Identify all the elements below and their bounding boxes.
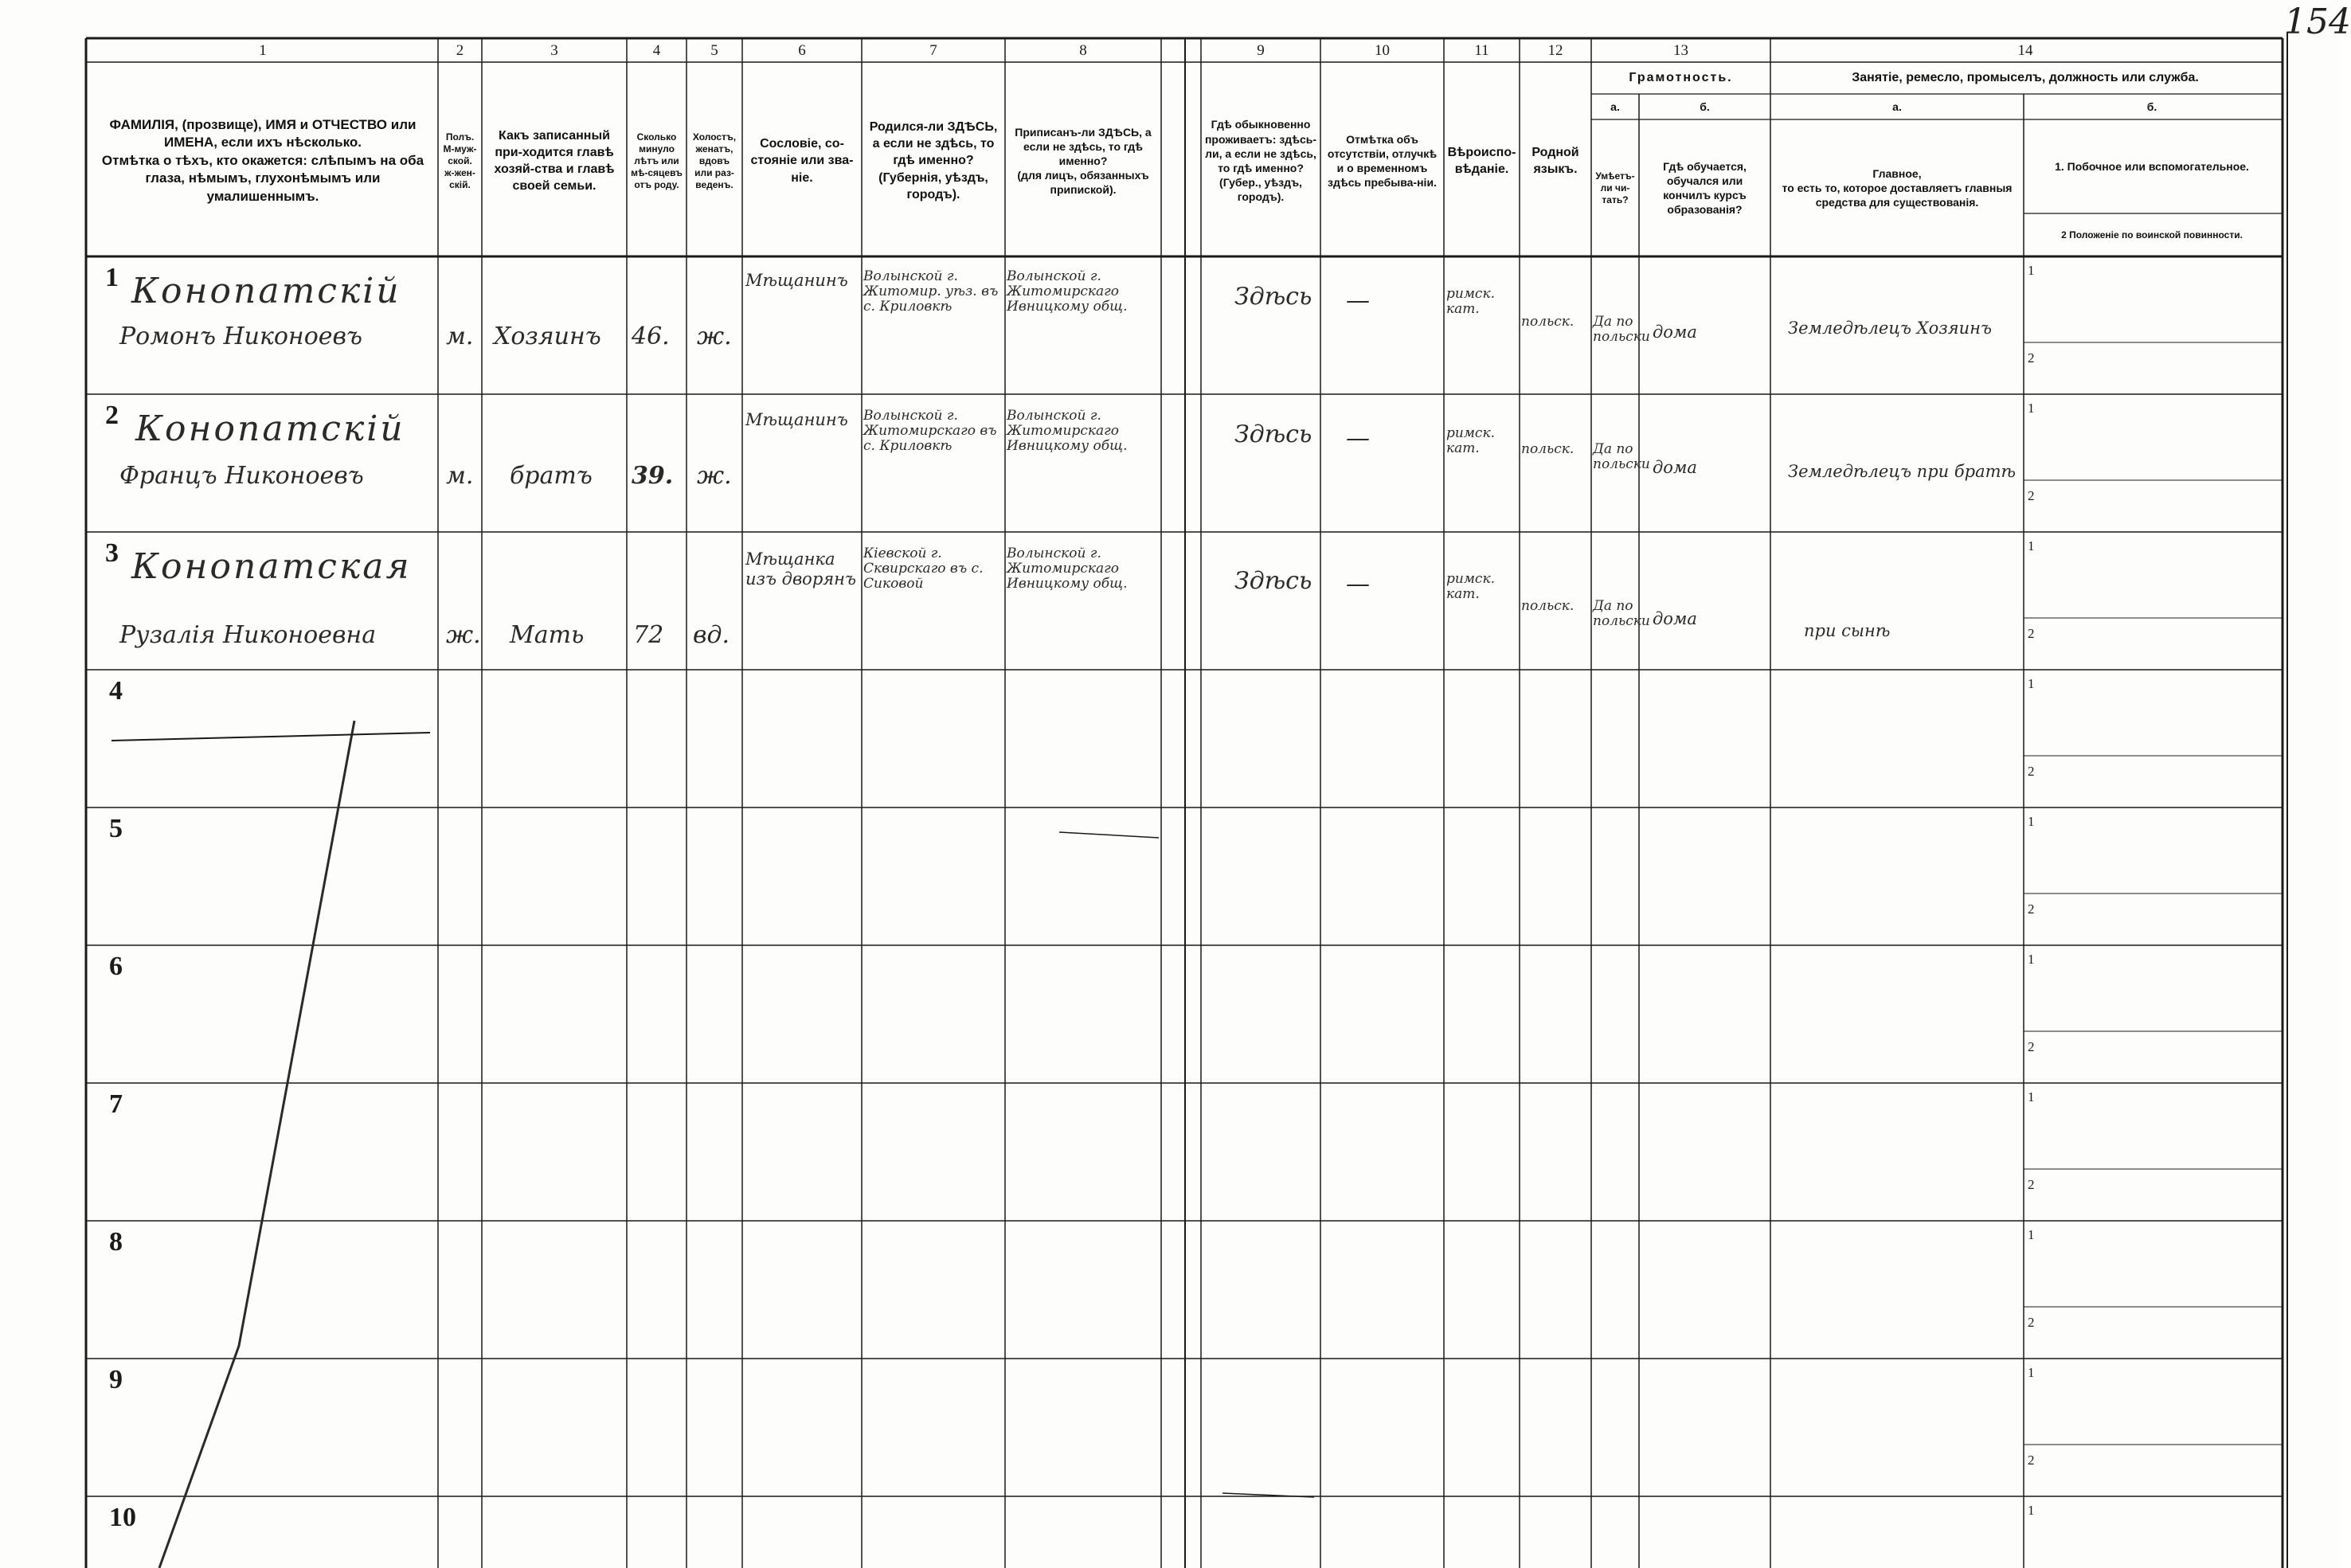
header-name: ФАМИЛІЯ, (прозвище), ИМЯ и ОТЧЕСТВО или ИМЕНА, если ихъ нѣсколько. Отмѣтка о тѣхъ, кто окажется: слѣпымъ на оба глаза, нѣмымъ, глухонѣмымъ или умалишеннымъ. — [101, 116, 424, 204]
entry-2-birthplace: Волынской г. Житомирскаго въ с. Криловкѣ — [863, 408, 997, 454]
row-number-3: 3 — [105, 538, 119, 568]
header-birthplace: Родился-ли ЗДѢСЬ, а если не здѣсь, то гдѣ именно? (Губернія, уѣздъ, городъ). — [869, 120, 998, 201]
subrow-number: 2 — [2028, 350, 2035, 366]
subrow-number: 2 — [2028, 1315, 2035, 1330]
entry-3-birthplace: Кіевской г. Сквирскаго въ с. Сиковой — [863, 545, 984, 592]
subrow-number: 2 — [2028, 1453, 2035, 1468]
entry-3-language: польск. — [1521, 598, 1575, 614]
entry-1-language: польск. — [1521, 314, 1575, 330]
subrow-number: 1 — [2028, 1089, 2035, 1105]
entry-2-literate: Да по польски — [1593, 441, 1650, 472]
entry-1-occupation: Земледѣлецъ Хозяинъ — [1788, 319, 1992, 338]
column-number-2: 2 — [456, 42, 464, 59]
subrow-number: 1 — [2028, 1365, 2035, 1380]
entry-2-sex: м. — [446, 462, 474, 490]
header-religion: Вѣроиспо-вѣданіе. — [1447, 145, 1516, 176]
column-number-12: 12 — [1547, 42, 1563, 59]
subrow-number: 2 — [2028, 764, 2035, 779]
entry-2-religion: римск. кат. — [1446, 425, 1496, 456]
column-number-14: 14 — [2017, 42, 2033, 59]
column-number-10: 10 — [1375, 42, 1390, 59]
entry-1-religion: римск. кат. — [1446, 286, 1496, 317]
entry-2-relation: братъ — [510, 462, 593, 490]
header-sex: Полъ. М-муж-ской. ж-жен-скій. — [443, 131, 477, 190]
entry-3-estate: Мѣщанка изъ дворянъ — [745, 549, 857, 588]
subrow-number: 1 — [2028, 676, 2035, 691]
subrow-number: 1 — [2028, 1503, 2035, 1518]
header-registration: Приписанъ-ли ЗДѢСЬ, а если не здѣсь, то гдѣ именно? (для лицъ, обязанныхъ припиской). — [1015, 125, 1152, 197]
subrow-number: 1 — [2028, 538, 2035, 553]
entry-2-occupation: Земледѣлецъ при братѣ — [1788, 462, 2017, 481]
header-language: Родной языкъ. — [1531, 145, 1579, 176]
header-military-status: 2 Положеніе по воинской повинности. — [2061, 229, 2243, 240]
column-number-4: 4 — [652, 42, 661, 59]
column-number-3: 3 — [550, 42, 558, 59]
header-estate: Сословіе, со-стояніе или зва-ніе. — [750, 137, 854, 185]
column-number-1: 1 — [259, 42, 267, 59]
header-main-occupation: Главное, то есть то, которое доставляетъ главныя средства для существованія. — [1782, 166, 2013, 209]
entry-1-birthplace: Волынской г. Житомир. уѣз. въ с. Криловкѣ — [863, 268, 999, 315]
row-number-8: 8 — [109, 1227, 123, 1257]
entry-1-estate: Мѣщанинъ — [745, 271, 848, 290]
header-literacy-b-letter: б. — [1700, 100, 1710, 113]
column-number-9: 9 — [1257, 42, 1265, 59]
subrow-number: 1 — [2028, 814, 2035, 829]
entry-3-age: 72 — [633, 621, 664, 649]
header-age: Сколько минуло лѣтъ или мѣ-сяцевъ отъ роду. — [631, 131, 683, 190]
subrow-number: 1 — [2028, 263, 2035, 278]
entry-2-absence: — — [1346, 424, 1370, 452]
row-number-2: 2 — [105, 401, 119, 430]
entry-1-age: 46. — [632, 323, 670, 350]
column-number-13: 13 — [1673, 42, 1688, 59]
entry-1-absence: — — [1346, 287, 1370, 315]
entry-3-religion: римск. кат. — [1446, 571, 1496, 602]
row-number-10: 10 — [109, 1503, 136, 1532]
entry-3-residence: Здѣсь — [1234, 567, 1312, 595]
column-number-6: 6 — [798, 42, 806, 59]
header-occupation: Занятіе, ремесло, промыселъ, должность или служба. — [1852, 71, 2199, 85]
entry-2-marital: ж. — [697, 462, 732, 490]
subrow-number: 1 — [2028, 1227, 2035, 1242]
subrow-number: 2 — [2028, 626, 2035, 641]
entry-2-given-names: Францъ Никоноевъ — [119, 462, 364, 490]
entry-2-language: польск. — [1521, 441, 1575, 457]
entry-3-literate: Да по польски — [1593, 598, 1650, 629]
column-number-7: 7 — [929, 42, 937, 59]
header-secondary-occupation: 1. Побочное или вспомогательное. — [2055, 159, 2249, 173]
header-literacy-a-letter: а. — [1610, 100, 1620, 113]
row-number-7: 7 — [109, 1089, 123, 1119]
entry-2-education: дома — [1653, 458, 1697, 477]
header-absence: Отмѣтка объ отсутствіи, отлучкѣ и о временномъ здѣсь пребыва-ніи. — [1327, 132, 1438, 190]
entry-3-marital: вд. — [693, 621, 730, 649]
entry-2-residence: Здѣсь — [1234, 420, 1312, 448]
entry-3-surname: Конопатская — [131, 546, 412, 587]
entry-1-literate: Да по польски — [1593, 314, 1650, 345]
entry-2-estate: Мѣщанинъ — [745, 410, 848, 429]
filler-stroke-1 — [111, 733, 430, 741]
row-number-6: 6 — [109, 952, 123, 981]
filler-stroke-2 — [1059, 832, 1159, 838]
header-occupation-a-letter: а. — [1892, 100, 1902, 113]
header-occupation-b-letter: б. — [2146, 100, 2157, 113]
entry-3-absence: — — [1346, 570, 1370, 598]
column-number-11: 11 — [1474, 42, 1489, 59]
entry-3-registration: Волынской г. Житомирскаго Ивницкому общ. — [1007, 545, 1128, 592]
row-number-9: 9 — [109, 1365, 123, 1394]
header-can-read: Умѣетъ-ли чи-тать? — [1595, 170, 1635, 205]
entry-3-sex: ж. — [446, 621, 481, 649]
entry-3-education: дома — [1653, 609, 1697, 628]
entry-2-age: 39. — [632, 462, 674, 490]
header-marital: Холостъ, женатъ, вдовъ или раз-веденъ. — [692, 131, 737, 190]
entry-1-registration: Волынской г. Житомирскаго Ивницкому общ. — [1007, 268, 1128, 315]
subrow-number: 2 — [2028, 488, 2035, 503]
entry-1-relation: Хозяинъ — [494, 323, 601, 350]
entry-1-given-names: Ромонъ Никоноевъ — [119, 323, 362, 350]
subrow-number: 2 — [2028, 1039, 2035, 1054]
entry-1-residence: Здѣсь — [1234, 283, 1312, 311]
header-education: Гдѣ обучается, обучался или кончилъ курсъ образованія? — [1663, 159, 1747, 217]
row-number-5: 5 — [109, 814, 123, 843]
entry-2-surname: Конопатскій — [135, 409, 405, 449]
entry-2-registration: Волынской г. Житомирскаго Ивницкому общ. — [1007, 408, 1128, 454]
subrow-number: 1 — [2028, 952, 2035, 967]
subrow-number: 2 — [2028, 901, 2035, 917]
column-number-5: 5 — [710, 42, 718, 59]
entry-1-education: дома — [1653, 323, 1697, 342]
subrow-number: 2 — [2028, 1177, 2035, 1192]
entry-1-sex: м. — [446, 323, 474, 350]
page-number: 154 — [2284, 2, 2351, 42]
entry-3-relation: Мать — [510, 621, 585, 649]
subrow-number: 1 — [2028, 401, 2035, 416]
entry-3-occupation: при сынѣ — [1804, 621, 1891, 640]
entry-1-surname: Конопатскій — [131, 271, 401, 311]
header-relation: Какъ записанный при-ходится главѣ хозяй-ства и главѣ своей семьи. — [494, 128, 615, 194]
row-number-1: 1 — [105, 263, 119, 292]
entry-3-given-names: Рузалія Никоноевна — [119, 621, 377, 649]
column-number-8: 8 — [1079, 42, 1087, 59]
header-residence: Гдѣ обыкновенно проживаетъ: здѣсь-ли, а если не здѣсь, то гдѣ именно? (Губер., уѣздъ, городъ). — [1204, 118, 1317, 204]
row-number-4: 4 — [109, 676, 123, 706]
cancel-stroke — [159, 721, 354, 1568]
header-literacy: Грамотность. — [1629, 71, 1733, 85]
entry-1-marital: ж. — [697, 323, 732, 350]
